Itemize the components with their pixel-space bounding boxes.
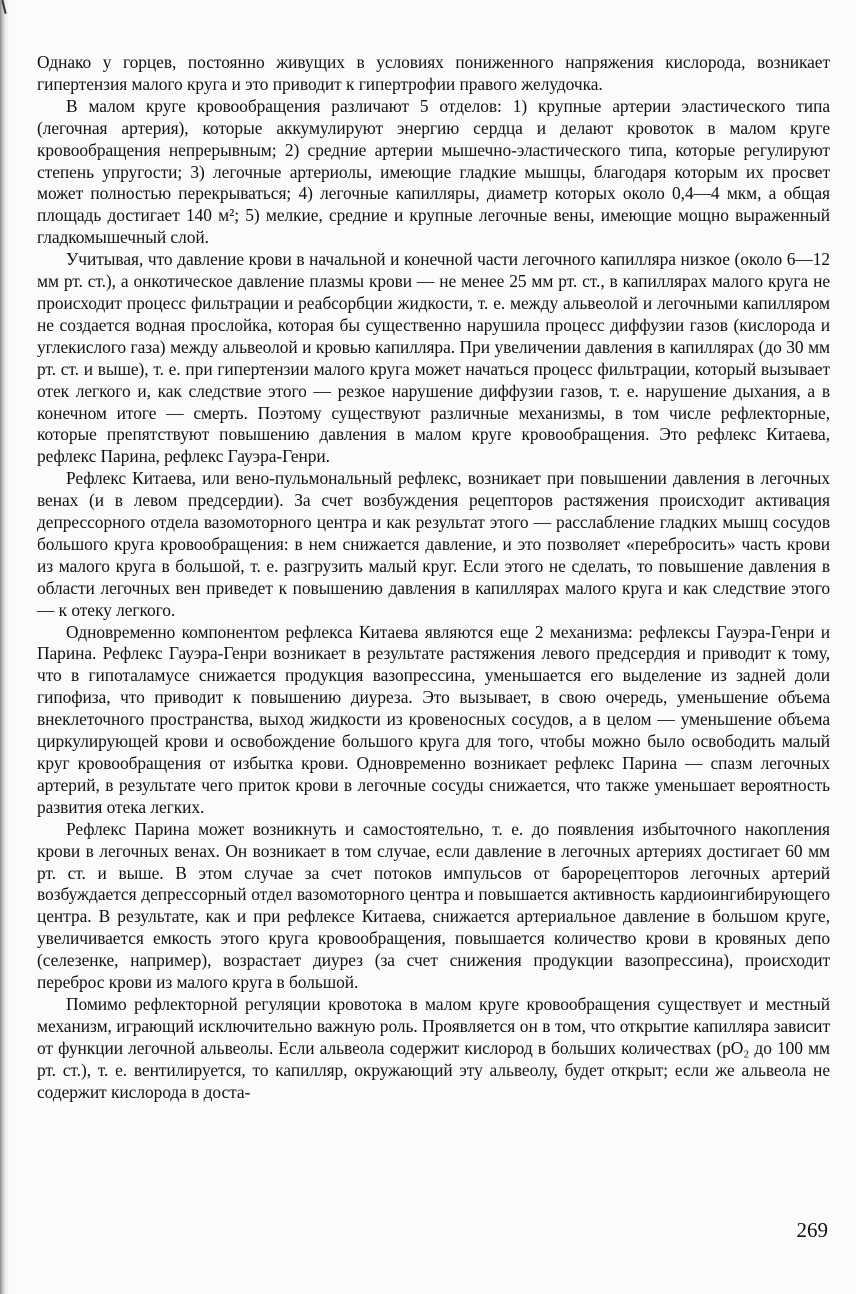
paragraph-4: Рефлекс Китаева, или вено-пульмональный рефлекс, возникает при повышении давления в легочных венах (и в левом предсердии). За счет возбуждения рецепторов растяжения происходит активация депрессорного отдела вазомоторного центра и как результат этого — расслабление гладких мышц сосудов большого круга кровообращения: в нем снижается давление, и это позволяет «перебросить» часть крови из малого круга в большой, т. е. разгрузить малый круг. Если этого не сделать, то повышение давления в области легочных вен приведет к повышению давления в капиллярах малого круга и как следствие этого — к отеку легкого. <box>37 468 830 620</box>
paragraph-7: Помимо рефлекторной регуляции кровотока в малом круге кровообращения существует и местный механизм, играющий исключительно важную роль. Проявляется он в том, что открытие капилляра зависит от функции легочной альвеолы. Если альвеола содержит кислород в больших количествах (pO₂ до 100 мм рт. ст.), т. е. вентилируется, то капилляр, окружающий эту альвеолу, будет открыт; если же альвеола не содержит кислорода в доста- <box>37 993 830 1102</box>
page-number: 269 <box>796 1218 828 1242</box>
paragraph-2: В малом круге кровообращения различают 5 отделов: 1) крупные артерии эластического типа (легочная артерия), которые аккумулируют энергию сердца и делают кровоток в малом круге кровообращения непрерывным; 2) средние артерии мышечно-эластического типа, которые регулируют степень упругости; 3) легочные артериолы, имеющие гладкие мышцы, благодаря которым их просвет может полностью перекрываться; 4) легочные капилляры, диаметр которых около 0,4—4 мкм, а общая площадь достигает 140 м²; 5) мелкие, средние и крупные легочные вены, имеющие мощно выраженный гладкомышечный слой. <box>37 95 830 248</box>
paragraph-6: Рефлекс Парина может возникнуть и самостоятельно, т. е. до появления избыточного накопления крови в легочных венах. Он возникает в том случае, если давление в легочных артериях достигает 60 мм рт. ст. и выше. В этом случае за счет потоков импульсов от барорецепторов легочных артерий возбуждается депрессорный отдел вазомоторного центра и повышается активность кардиоингибирующего центра. В результате, как и при рефлексе Китаева, снижается артериальное давление в большом круге, увеличивается емкость этого круга кровообращения, повышается количество крови в кровяных депо (селезенке, например), возрастает диурез (за счет снижения продукции вазопрессина), происходит переброс крови из малого круга в большой. <box>37 818 830 993</box>
scan-binding-edge <box>0 0 9 1294</box>
main-text <box>37 52 830 1104</box>
paragraph-1: Однако у горцев, постоянно живущих в условиях пониженного напряжения кислорода, возникает гипертензия малого круга и это приводит к гипертрофии правого желудочка. <box>37 52 830 94</box>
paragraph-3: Учитывая, что давление крови в начальной и конечной части легочного капилляра низкое (около 6—12 мм рт. ст.), а онкотическое давление плазмы крови — не менее 25 мм рт. ст., в капиллярах малого круга не происходит процесс фильтрации и реабсорбции жидкости, т. е. между альвеолой и легочными капилляром не создается водная прослойка, которая бы существенно нарушила процесс диффузии газов (кислорода и углекислого газа) между альвеолой и кровью капилляра. При увеличении давления в капиллярах (до 30 мм рт. ст. и выше), т. е. при гипертензии малого круга может начаться процесс фильтрации, который вызывает отек легкого и, как следствие этого — резкое нарушение диффузии газов, т. е. нарушение дыхания, а в конечном итоге — смерть. Поэтому существуют различные механизмы, в том числе рефлекторные, которые препятствуют повышению давления в малом круге кровообращения. Это рефлекс Китаева, рефлекс Парина, рефлекс Гауэра-Генри. <box>37 249 830 467</box>
paragraph-5: Одновременно компонентом рефлекса Китаева являются еще 2 механизма: рефлексы Гауэра-Генри и Парина. Рефлекс Гауэра-Генри возникает в результате растяжения левого предсердия и приводит к тому, что в гипоталамусе снижается продукция вазопрессина, уменьшается его выделение из задней доли гипофиза, что приводит к повышению диуреза. Это вызывает, в свою очередь, уменьшение объема внеклеточного пространства, выход жидкости из кровеносных сосудов, а в целом — уменьшение объема циркулирующей крови и освобождение большого круга для того, чтобы можно было освободить малый круг кровообращения от избытка крови. Одновременно возникает рефлекс Парина — спазм легочных артерий, в результате чего приток крови в легочные сосуды снижается, что также уменьшает вероятность развития отека легких. <box>37 621 830 817</box>
